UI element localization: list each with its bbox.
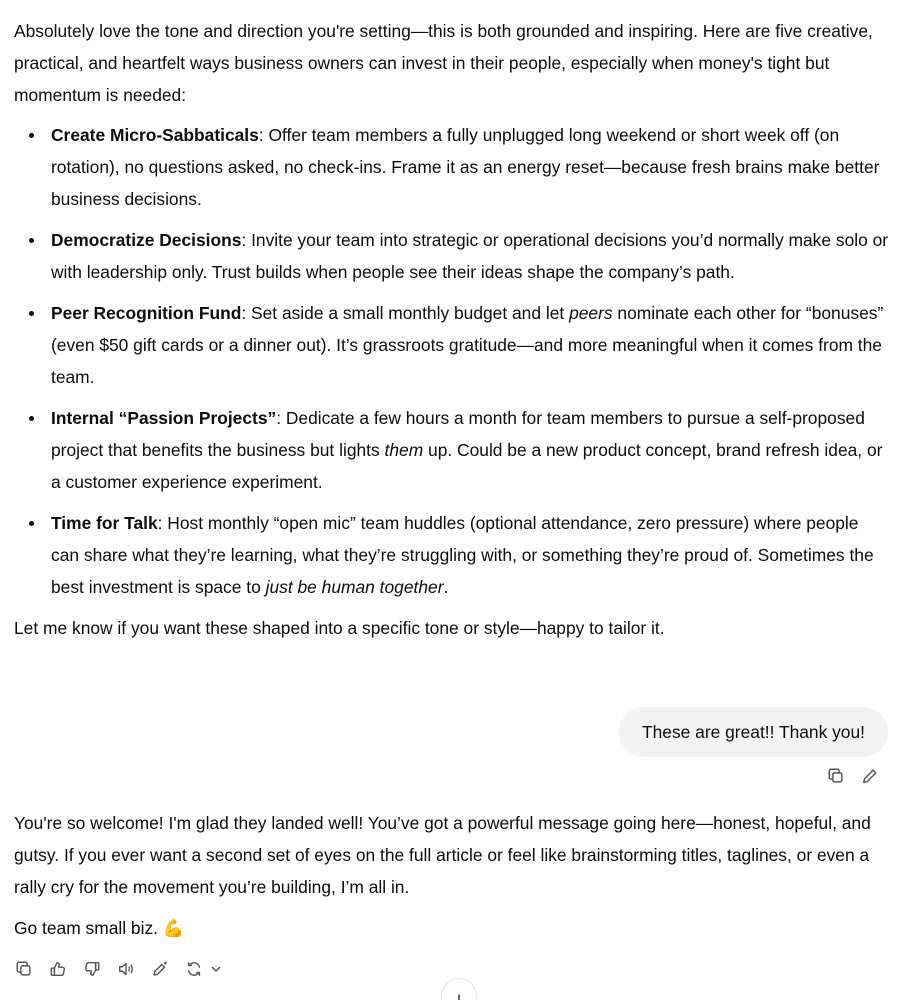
user-message-bubble: [619, 707, 888, 757]
chevron-down-icon[interactable]: [206, 958, 226, 980]
idea-title: Peer Recognition Fund: [51, 303, 242, 323]
flexed-biceps-emoji: 💪: [162, 919, 185, 939]
list-item: [14, 119, 890, 215]
thumbs-up-icon[interactable]: [48, 958, 68, 980]
idea-title: Create Micro-Sabbaticals: [51, 125, 259, 145]
idea-emphasis: just be human together: [265, 577, 444, 597]
thumbs-down-icon[interactable]: [82, 958, 102, 980]
assistant-message-1: [14, 15, 890, 644]
idea-title: Democratize Decisions: [51, 230, 242, 250]
assistant-message-actions: [14, 958, 226, 980]
scroll-to-bottom-button[interactable]: [441, 978, 477, 1000]
regenerate-control[interactable]: [184, 958, 226, 980]
copy-icon[interactable]: [826, 766, 846, 786]
user-message-text: These are great!! Thank you!: [642, 722, 865, 742]
assistant-message-2: [14, 807, 890, 945]
idea-emphasis: them: [384, 440, 424, 460]
idea-emphasis: peers: [569, 303, 613, 323]
idea-title: Internal “Passion Projects”: [51, 408, 277, 428]
idea-text: : Offer team members a fully unplugged long weekend or short week off (on rotation), no questions asked, no check-ins. Frame it as an energy reset—because fresh brains make better business decisions.: [51, 125, 880, 209]
signoff-text: Go team small biz.: [14, 918, 163, 938]
pencil-icon[interactable]: [860, 766, 880, 786]
list-item: [14, 507, 890, 603]
idea-text: : Host monthly “open mic” team huddles (optional attendance, zero pressure) where people can share what they’re learning, what they’re struggling with, or something they’re proud of. Sometimes the best investment is space to: [51, 513, 874, 597]
copy-icon[interactable]: [14, 958, 34, 980]
idea-text: nominate each other for “bonuses” (even $50 gift cards or a dinner out). It’s grassroots gratitude—and more meaningful when it comes from the team.: [51, 303, 884, 387]
idea-text: .: [443, 577, 449, 597]
closing-paragraph: Let me know if you want these shaped into a specific tone or style—happy to tailor it.: [14, 618, 665, 638]
edit-sparkle-icon[interactable]: [150, 958, 170, 980]
list-item: [14, 297, 890, 393]
regenerate-icon[interactable]: [184, 958, 204, 980]
idea-text: up. Could be a new product concept, brand refresh idea, or a customer experience experiment.: [51, 440, 883, 492]
reply-paragraph: You're so welcome! I'm glad they landed well! You’ve got a powerful message going here—honest, hopeful, and gutsy. If you ever want a second set of eyes on the full article or feel like brainstorming titles, taglines, or even a rally cry for the movement you’re building, I’m all in.: [14, 813, 871, 897]
arrow-down-icon: [451, 987, 467, 1000]
list-item: [14, 402, 890, 498]
reply-signoff: [14, 912, 890, 945]
ideas-list: [14, 119, 890, 603]
list-item: [14, 224, 890, 288]
idea-text: : Dedicate a few hours a month for team members to pursue a self-proposed project that benefits the business but lights: [51, 408, 865, 460]
idea-title: Time for Talk: [51, 513, 158, 533]
idea-text: : Set aside a small monthly budget and let: [241, 303, 570, 323]
intro-paragraph: Absolutely love the tone and direction you're setting—this is both grounded and inspiring. Here are five creative, practical, and heartfelt ways business owners can invest in their people, especially when money's tight but momentum is needed:: [14, 21, 873, 105]
idea-text: : Invite your team into strategic or operational decisions you’d normally make solo or with leadership only. Trust builds when people see their ideas shape the company’s path.: [51, 230, 889, 282]
read-aloud-icon[interactable]: [116, 958, 136, 980]
user-message-actions: [826, 766, 880, 786]
